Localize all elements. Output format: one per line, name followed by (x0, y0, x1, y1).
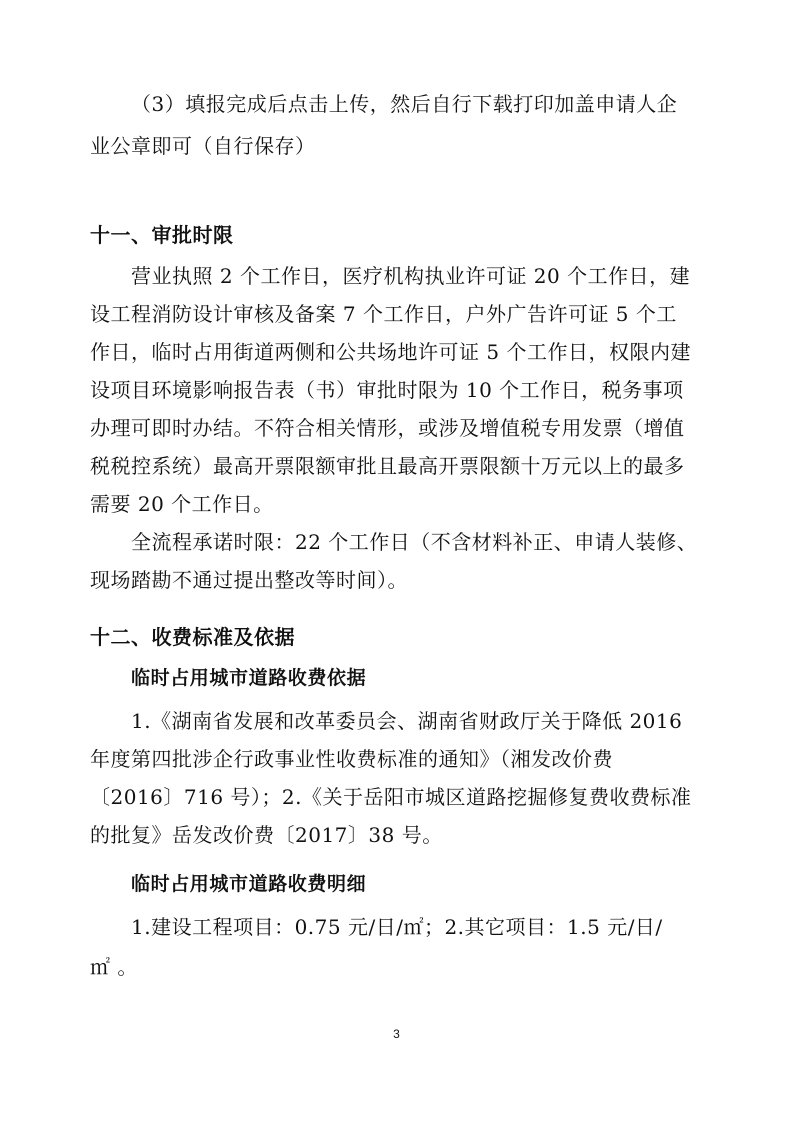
basis-line-1: 1.《湖南省发展和改革委员会、湖南省财政厅关于降低 2016 (131, 709, 683, 733)
promise-line-2: 现场踏勘不通过提出整改等时间）。 (90, 568, 408, 592)
section-12-title: 十二、收费标准及依据 (90, 625, 295, 649)
basis-title: 临时占用城市道路收费依据 (131, 667, 367, 689)
page-number: 3 (393, 1027, 400, 1041)
section-11-line-5: 办理可即时办结。不符合相关情形，或涉及增值税专用发票（增值 (90, 416, 685, 440)
step3-line-1: （3）填报完成后点击上传，然后自行下载打印加盖申请人企 (131, 92, 678, 116)
detail-line-2: ㎡ 。 (90, 955, 138, 979)
basis-line-3: 〔2016〕716 号）；2.《关于岳阳市城区道路挖掘修复费收费标准 (90, 785, 692, 809)
section-11-line-7: 需要 20 个工作日。 (90, 492, 274, 516)
section-11-line-3: 作日，临时占用街道两侧和公共场地许可证 5 个工作日，权限内建 (90, 340, 691, 364)
basis-line-2: 年度第四批涉企行政事业性收费标准的通知》（湘发改价费 (90, 747, 613, 771)
promise-line-1: 全流程承诺时限：22 个工作日（不含材料补正、申请人装修、 (131, 530, 698, 554)
detail-title: 临时占用城市道路收费明细 (131, 873, 367, 895)
section-11-line-2: 设工程消防设计审核及备案 7 个工作日，户外广告许可证 5 个工 (90, 302, 677, 326)
step3-line-2: 业公章即可（自行保存） (90, 134, 316, 158)
section-11-line-1: 营业执照 2 个工作日，医疗机构执业许可证 20 个工作日，建 (131, 264, 691, 288)
section-11-line-6: 税税控系统）最高开票限额审批且最高开票限额十万元以上的最多 (90, 454, 685, 478)
detail-line-1: 1.建设工程项目：0.75 元/日/㎡；2.其它项目：1.5 元/日/ (131, 915, 663, 939)
section-11-title: 十一、审批时限 (90, 223, 234, 247)
basis-line-4: 的批复》岳发改价费〔2017〕38 号。 (90, 823, 443, 847)
section-11-line-4: 设项目环境影响报告表（书）审批时限为 10 个工作日，税务事项 (90, 378, 684, 402)
